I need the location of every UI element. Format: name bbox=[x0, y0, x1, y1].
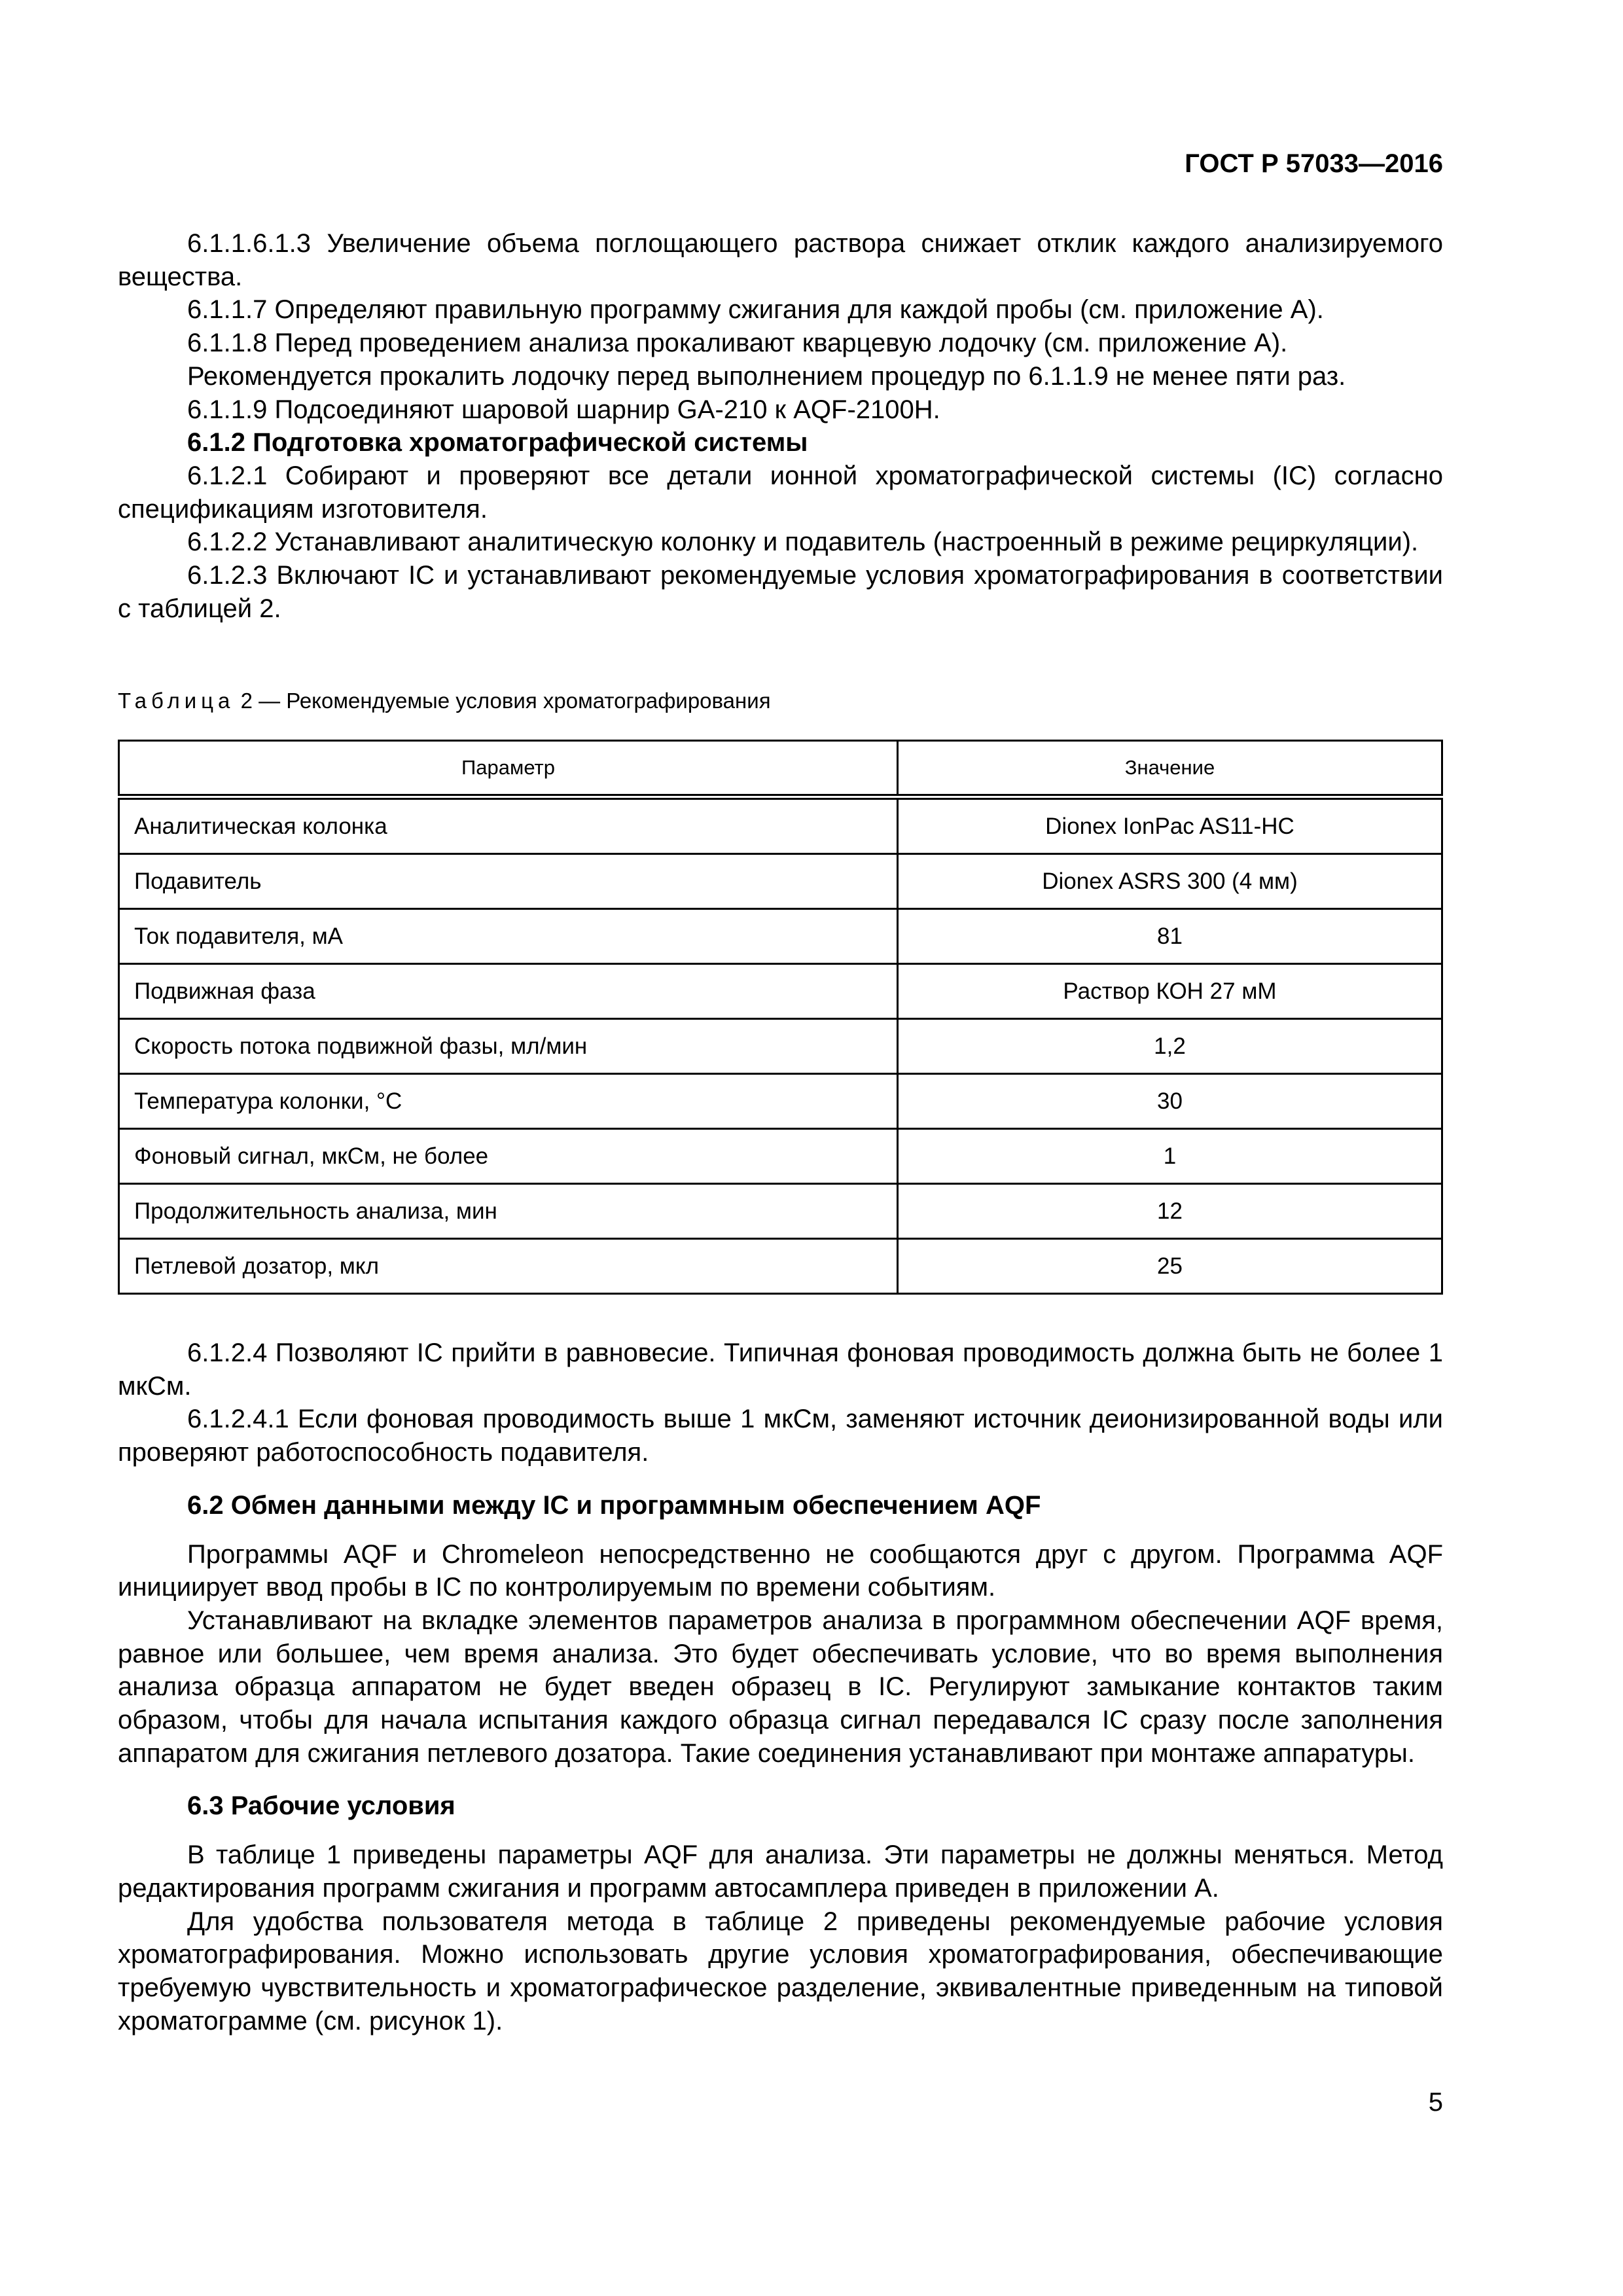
paragraph: Рекомендуется прокалить лодочку перед выполнением процедур по 6.1.1.9 не менее пяти раз. bbox=[187, 361, 1346, 391]
table-row bbox=[119, 1019, 1442, 1074]
table-header-row bbox=[119, 741, 1442, 797]
page-number: 5 bbox=[1428, 2088, 1443, 2117]
table-caption bbox=[118, 689, 771, 713]
paragraph: 6.1.2.2 Устанавливают аналитическую колонку и подавитель (настроенный в режиме рециркуляции). bbox=[187, 528, 1419, 557]
table-row bbox=[119, 1129, 1442, 1184]
section-heading: 6.3 Рабочие условия bbox=[187, 1791, 455, 1821]
section-6-2-6-3 bbox=[118, 1336, 1443, 2037]
document-header: ГОСТ Р 57033—2016 bbox=[1185, 149, 1443, 178]
caption-text: 2 — Рекомендуемые условия хроматографирования bbox=[240, 689, 771, 713]
paragraph: 6.1.2.4 Позволяют IC прийти в равновесие. Типичная фоновая проводимость должна быть не более 1 мкСм. bbox=[118, 1338, 1443, 1401]
table-row bbox=[119, 797, 1442, 854]
table-row bbox=[119, 1239, 1442, 1294]
param-cell: Подвижная фаза bbox=[119, 964, 898, 1019]
paragraph: Устанавливают на вкладке элементов параметров анализа в программном обеспечении AQF время, равное или большее, чем время анализа. Это будет обеспечивать условие, что во время выполнения анализа образца аппаратом не будет введен образец в IC. Регулируют замыкание контактов таким образом, чтобы для начала испытания каждого образца сигнал передавался IC сразу после заполнения аппаратом для сжигания петлевого дозатора. Такие соединения устанавливают при монтаже аппаратуры. bbox=[118, 1605, 1443, 1768]
paragraph: 6.1.2.1 Собирают и проверяют все детали ионной хроматографической системы (IC) согласно спецификациям изготовителя. bbox=[118, 461, 1443, 524]
param-cell: Петлевой дозатор, мкл bbox=[119, 1239, 898, 1294]
param-cell: Аналитическая колонка bbox=[119, 797, 898, 854]
paragraph: 6.1.1.8 Перед проведением анализа прокаливают кварцевую лодочку (см. приложение А). bbox=[187, 329, 1288, 358]
value-cell: 12 bbox=[898, 1184, 1442, 1239]
param-cell: Температура колонки, °С bbox=[119, 1074, 898, 1129]
column-header: Параметр bbox=[119, 741, 898, 797]
paragraph: Программы AQF и Chromeleon непосредственно не сообщаются друг с другом. Программа AQF инициирует ввод пробы в IC по контролируемым по времени событиям. bbox=[118, 1539, 1443, 1602]
value-cell: 1 bbox=[898, 1129, 1442, 1184]
param-cell: Ток подавителя, мА bbox=[119, 909, 898, 964]
section-heading: 6.2 Обмен данными между IC и программным обеспечением AQF bbox=[187, 1490, 1041, 1520]
table-row bbox=[119, 1074, 1442, 1129]
section-heading: 6.1.2 Подготовка хроматографической системы bbox=[187, 428, 808, 457]
paragraph: 6.1.2.4.1 Если фоновая проводимость выше 1 мкСм, заменяют источник деионизированной воды или проверяют работоспособность подавителя. bbox=[118, 1405, 1443, 1467]
value-cell: 25 bbox=[898, 1239, 1442, 1294]
table-row bbox=[119, 854, 1442, 909]
section-6-1-1 bbox=[118, 227, 1443, 625]
value-cell: Раствор КОН 27 мМ bbox=[898, 964, 1442, 1019]
column-header: Значение bbox=[898, 741, 1442, 797]
value-cell: Dionex IonPac AS11-HC bbox=[898, 797, 1442, 854]
value-cell: 30 bbox=[898, 1074, 1442, 1129]
paragraph: 6.1.2.3 Включают IC и устанавливают рекомендуемые условия хроматографирования в соответствии с таблицей 2. bbox=[118, 561, 1443, 623]
paragraph: 6.1.1.7 Определяют правильную программу сжигания для каждой пробы (см. приложение А). bbox=[187, 295, 1324, 325]
param-cell: Скорость потока подвижной фазы, мл/мин bbox=[119, 1019, 898, 1074]
value-cell: 1,2 bbox=[898, 1019, 1442, 1074]
param-cell: Фоновый сигнал, мкСм, не более bbox=[119, 1129, 898, 1184]
value-cell: 81 bbox=[898, 909, 1442, 964]
paragraph: В таблице 1 приведены параметры AQF для анализа. Эти параметры не должны меняться. Метод редактирования программ сжигания и программ автосамплера приведен в приложении А. bbox=[118, 1840, 1444, 1903]
table-row bbox=[119, 909, 1442, 964]
paragraph: Для удобства пользователя метода в таблице 2 приведены рекомендуемые рабочие условия хроматографирования. Можно использовать другие условия хроматографирования, обеспечивающие требуемую чувствительность и хроматографическое разделение, эквивалентные приведенным на типовой хроматограмме (см. рисунок 1). bbox=[118, 1907, 1443, 2036]
value-cell: Dionex ASRS 300 (4 мм) bbox=[898, 854, 1442, 909]
table-row bbox=[119, 964, 1442, 1019]
param-cell: Продолжительность анализа, мин bbox=[119, 1184, 898, 1239]
caption-label: Таблица bbox=[118, 689, 235, 713]
param-cell: Подавитель bbox=[119, 854, 898, 909]
paragraph: 6.1.1.9 Подсоединяют шаровой шарнир GA-210 к AQF-2100H. bbox=[187, 395, 940, 424]
table-row bbox=[119, 1184, 1442, 1239]
paragraph: 6.1.1.6.1.3 Увеличение объема поглощающего раствора снижает отклик каждого анализируемого вещества. bbox=[118, 229, 1443, 291]
conditions-table bbox=[118, 740, 1443, 1295]
